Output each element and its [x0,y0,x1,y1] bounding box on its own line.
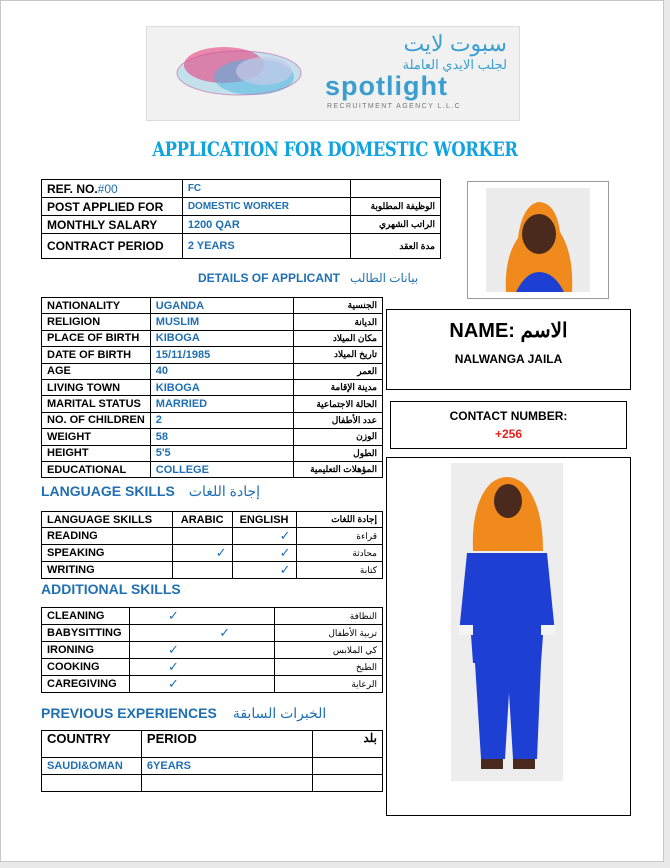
arabic-check-mark [172,562,232,579]
exp-col-period: PERIOD [141,731,312,758]
additional-skill: BABYSITTING [42,625,130,642]
detail-value: 5'5 [150,445,293,461]
details-heading-en: DETAILS OF APPLICANT [198,271,340,285]
language-table [41,511,383,579]
detail-label: NATIONALITY [42,298,151,314]
logo-brand: spotlight [325,71,448,101]
detail-arabic: الجنسية [294,298,383,314]
additional-skill: CAREGIVING [42,676,130,693]
experience-header-row [42,731,383,758]
language-row [42,528,383,545]
post-arabic: الوظيفة المطلوبة [351,198,441,216]
detail-label: AGE [42,363,151,379]
skill-check-mark: ✓ [129,625,274,642]
ref-cell [42,180,183,198]
contact-number: +256 [494,427,523,441]
language-header-row [42,512,383,528]
fullbody-frame [386,457,631,816]
lang-col-skill: LANGUAGE SKILLS [42,512,173,528]
ref-code: FC [182,180,350,198]
detail-value: KIBOGA [150,330,293,346]
salary-row [42,216,441,234]
portrait-photo [486,188,590,292]
detail-row [42,396,383,412]
ref-value: #00 [97,181,118,196]
detail-arabic: مدينة الإقامة [294,379,383,395]
additional-skill-arabic: الطبخ [275,659,383,676]
name-box [386,309,631,390]
detail-value: KIBOGA [150,379,293,395]
detail-label: HEIGHT [42,445,151,461]
experience-heading-en: PREVIOUS EXPERIENCES [41,705,217,721]
skill-check-mark: ✓ [129,676,274,693]
additional-skill-row [42,625,383,642]
applicant-name: NALWANGA JAILA [454,352,563,366]
language-skill: WRITING [42,562,173,579]
detail-row [42,298,383,314]
additional-skill-arabic: النظافة [275,608,383,625]
language-row [42,562,383,579]
contract-row [42,234,441,259]
arabic-check-mark [172,528,232,545]
experience-table [41,730,383,792]
detail-arabic: العمر [294,363,383,379]
detail-label: PLACE OF BIRTH [42,330,151,346]
english-check-mark: ✓ [232,562,296,579]
lang-col-english: ENGLISH [232,512,296,528]
logo-banner [146,26,520,121]
additional-skill-arabic: الرعاية [275,676,383,693]
details-heading-ar: بيانات الطالب [350,271,419,285]
arabic-check-mark: ✓ [172,545,232,562]
detail-label: NO. OF CHILDREN [42,412,151,428]
portrait-frame [467,181,609,299]
experience-country: SAUDI&OMAN [42,758,142,775]
experience-country [42,775,142,792]
language-skill: SPEAKING [42,545,173,562]
additional-skill-arabic: كي الملابس [275,642,383,659]
lang-col-arabic: ARABIC [172,512,232,528]
detail-row [42,429,383,445]
post-value: DOMESTIC WORKER [182,198,350,216]
details-heading [198,271,418,285]
ref-row [42,180,441,198]
language-skill-arabic: محادثة [296,545,382,562]
experience-row [42,775,383,792]
detail-label: EDUCATIONAL [42,461,151,477]
english-check-mark: ✓ [232,528,296,545]
experience-row [42,758,383,775]
experience-period [141,775,312,792]
detail-arabic: المؤهلات التعليمية [294,461,383,477]
ref-blank [351,180,441,198]
salary-arabic: الراتب الشهري [351,216,441,234]
language-heading-ar: إجادة اللغات [188,483,261,499]
contract-value: 2 YEARS [182,234,350,259]
skill-check-mark: ✓ [129,642,274,659]
detail-label: LIVING TOWN [42,379,151,395]
detail-value: UGANDA [150,298,293,314]
additional-skill-row [42,642,383,659]
additional-skill-arabic: تربية الأطفال [275,625,383,642]
contact-label: CONTACT NUMBER: [449,409,568,423]
detail-arabic: الطول [294,445,383,461]
detail-arabic: تاريخ الميلاد [294,347,383,363]
skill-check-mark: ✓ [129,659,274,676]
detail-arabic: الوزن [294,429,383,445]
detail-value: 2 [150,412,293,428]
detail-row [42,412,383,428]
detail-value: MARRIED [150,396,293,412]
header-table [41,179,441,259]
language-row [42,545,383,562]
logo-emblem [169,35,319,110]
experience-blank [313,758,383,775]
experience-blank [313,775,383,792]
additional-skill: IRONING [42,642,130,659]
experience-period: 6YEARS [141,758,312,775]
detail-label: MARITAL STATUS [42,396,151,412]
detail-value: MUSLIM [150,314,293,330]
detail-arabic: الحالة الاجتماعية [294,396,383,412]
lang-col-ar: إجادة اللغات [296,512,382,528]
additional-skill-row [42,608,383,625]
language-skill-arabic: قراءة [296,528,382,545]
detail-value: 40 [150,363,293,379]
salary-label: MONTHLY SALARY [42,216,183,234]
logo-arabic-tagline: لجلب الايدي العاملة [402,57,507,72]
logo-arabic-name: سبوت لايت [403,31,507,56]
additional-skill: COOKING [42,659,130,676]
english-check-mark: ✓ [232,545,296,562]
detail-value: 15/11/1985 [150,347,293,363]
post-label: POST APPLIED FOR [42,198,183,216]
detail-arabic: عدد الأطفال [294,412,383,428]
detail-label: DATE OF BIRTH [42,347,151,363]
contract-arabic: مدة العقد [351,234,441,259]
logo-subtitle: RECRUITMENT AGENCY L.L.C [327,103,462,110]
detail-arabic: الديانة [294,314,383,330]
detail-row [42,314,383,330]
additional-heading: ADDITIONAL SKILLS [41,581,181,597]
detail-value: COLLEGE [150,461,293,477]
detail-label: WEIGHT [42,429,151,445]
language-skill-arabic: كتابة [296,562,382,579]
detail-row [42,379,383,395]
contact-box [390,401,627,449]
language-heading [41,483,260,500]
fullbody-photo [451,463,563,781]
name-label: NAME: [449,320,515,342]
page-title: APPLICATION FOR DOMESTIC WORKER [152,137,518,161]
skill-check-mark: ✓ [129,608,274,625]
exp-col-country: COUNTRY [42,731,142,758]
additional-table [41,607,383,693]
detail-row [42,363,383,379]
additional-skill-row [42,659,383,676]
experience-heading-ar: الخبرات السابقة [232,705,327,721]
language-heading-en: LANGUAGE SKILLS [41,483,175,499]
contract-label: CONTRACT PERIOD [42,234,183,259]
experience-heading [41,705,326,722]
exp-col-ar: بلد [313,731,383,758]
detail-arabic: مكان الميلاد [294,330,383,346]
additional-skill-row [42,676,383,693]
language-skill: READING [42,528,173,545]
detail-label: RELIGION [42,314,151,330]
detail-value: 58 [150,429,293,445]
detail-row [42,347,383,363]
detail-row [42,461,383,477]
detail-row [42,445,383,461]
post-row [42,198,441,216]
ref-label: REF. NO. [47,181,98,196]
details-table [41,297,383,478]
name-arabic: الاسم [520,320,568,342]
salary-value: 1200 QAR [182,216,350,234]
additional-skill: CLEANING [42,608,130,625]
name-label-line [387,318,630,343]
detail-row [42,330,383,346]
